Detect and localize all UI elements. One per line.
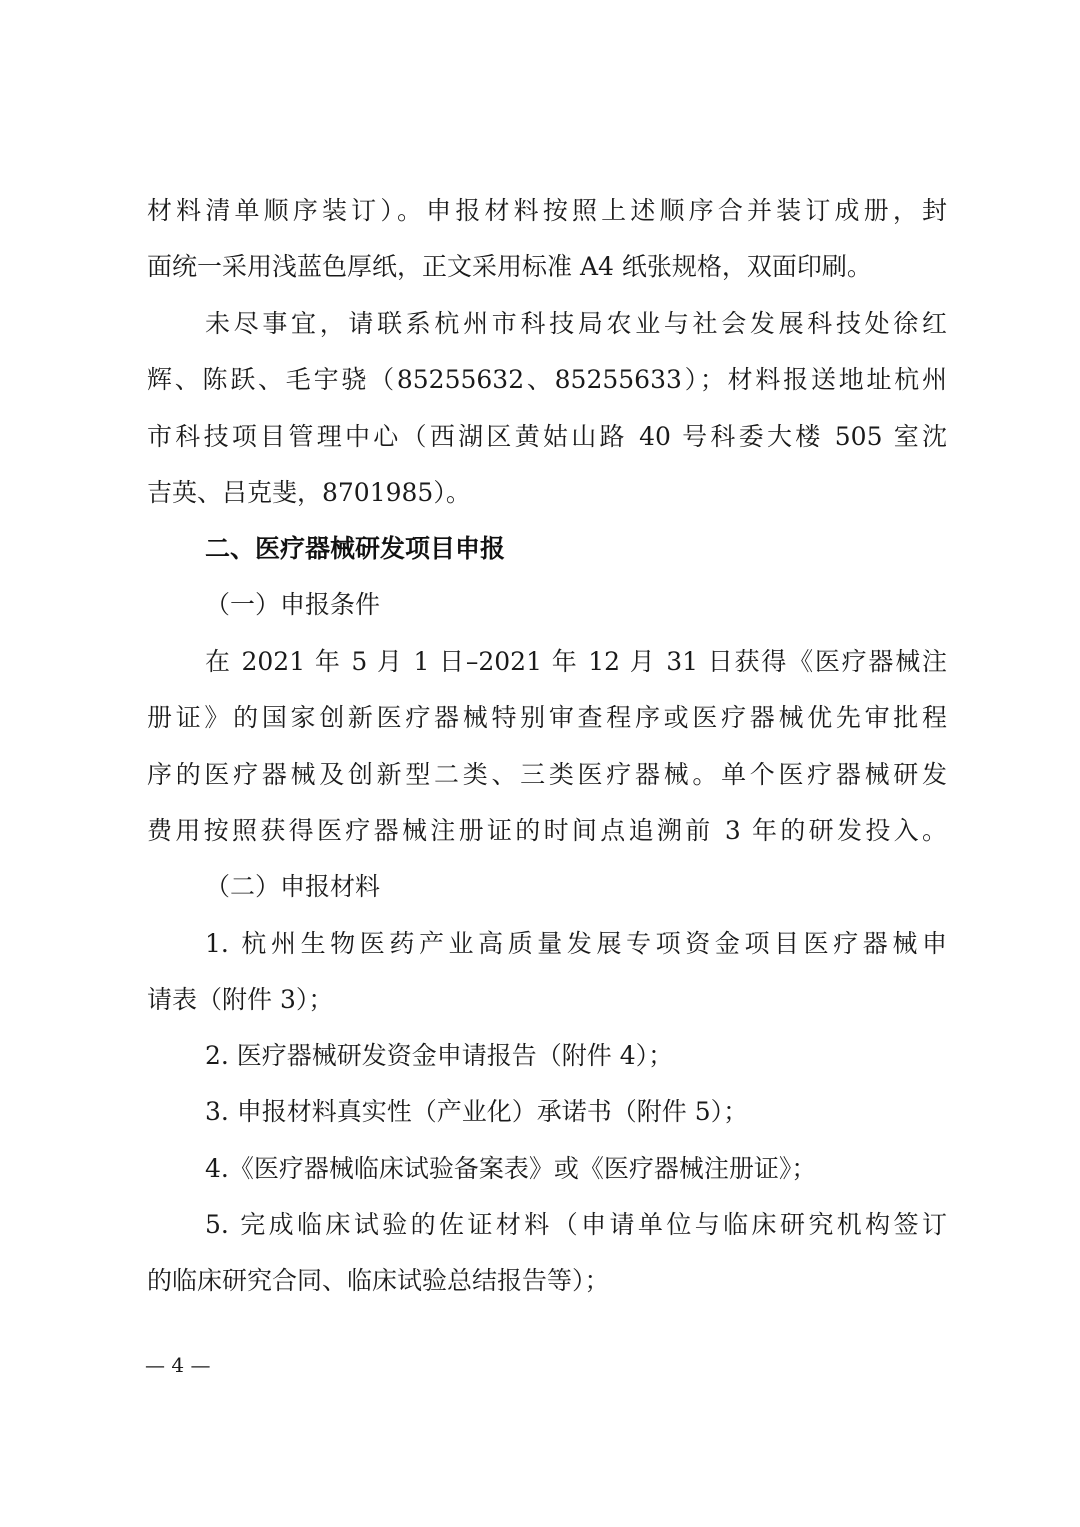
paragraph-line: 册证》的国家创新医疗器械特别审查程序或医疗器械优先审批程: [147, 703, 947, 732]
list-item-continuation: 的临床研究合同、临床试验总结报告等）；: [147, 1266, 610, 1295]
paragraph-line: 辉、陈跃、毛宇骁（85255632、85255633）；材料报送地址杭州: [147, 365, 947, 394]
paragraph-line: 面统一采用浅蓝色厚纸，正文采用标准 A4 纸张规格，双面印刷。: [147, 252, 872, 281]
paragraph-line: 市科技项目管理中心（西湖区黄姑山路 40 号科委大楼 505 室沈: [147, 422, 947, 451]
section-heading: 二、医疗器械研发项目申报: [205, 534, 506, 563]
paragraph-line: 吉英、吕克斐，8701985）。: [147, 478, 471, 507]
list-item: 3. 申报材料真实性（产业化）承诺书（附件 5）；: [205, 1097, 749, 1126]
subsection-heading: （一）申报条件: [205, 590, 381, 619]
paragraph-line: 材料清单顺序装订）。申报材料按照上述顺序合并装订成册，封: [147, 196, 947, 225]
paragraph-line: 未尽事宜，请联系杭州市科技局农业与社会发展科技处徐红: [205, 309, 947, 338]
list-item: 2. 医疗器械研发资金申请报告（附件 4）；: [205, 1041, 674, 1070]
page-number: — 4 —: [145, 1353, 211, 1377]
subsection-heading: （二）申报材料: [205, 872, 381, 901]
list-item: 5. 完成临床试验的佐证材料（申请单位与临床研究机构签订: [205, 1210, 947, 1239]
paragraph-line: 序的医疗器械及创新型二类、三类医疗器械。单个医疗器械研发: [147, 760, 947, 789]
paragraph-line: 费用按照获得医疗器械注册证的时间点追溯前 3 年的研发投入。: [147, 816, 947, 845]
list-item: 4.《医疗器械临床试验备案表》或《医疗器械注册证》；: [205, 1154, 817, 1183]
list-item-continuation: 请表（附件 3）；: [147, 985, 334, 1014]
list-item: 1. 杭州生物医药产业高质量发展专项资金项目医疗器械申: [205, 929, 947, 958]
paragraph-line: 在 2021 年 5 月 1 日–2021 年 12 月 31 日获得《医疗器械注: [205, 647, 947, 676]
